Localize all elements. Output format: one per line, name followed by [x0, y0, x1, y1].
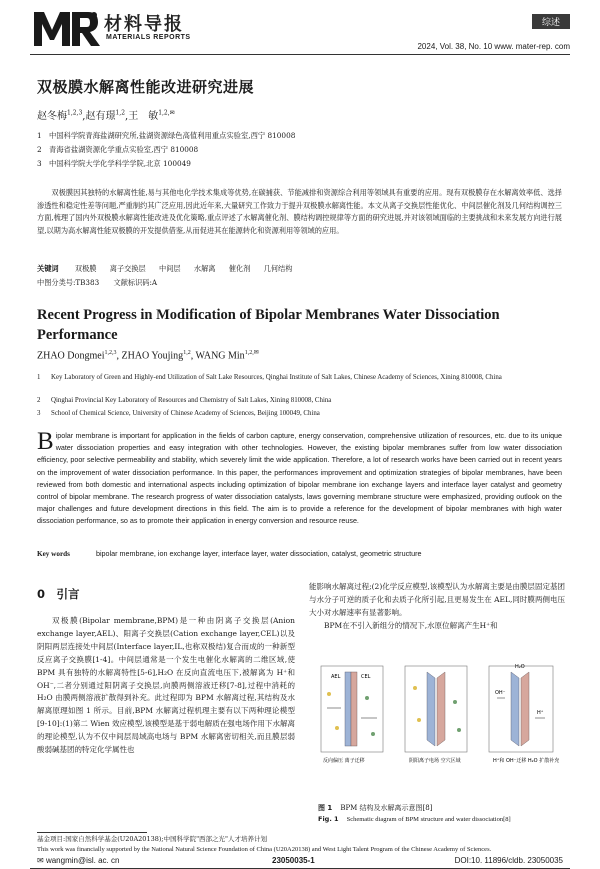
- figure-label-en: Fig. 1: [318, 815, 339, 823]
- keywords-cn: [37, 264, 303, 274]
- author-name: 赵有璟: [85, 111, 116, 122]
- affiliation-text: School of Chemical Science, University of Chinese Academy of Sciences, Beijing 100049, China: [51, 410, 320, 417]
- journal-name-cn: 材料导报: [104, 14, 184, 35]
- affiliation-cn: 1 中国科学院青海盐湖研究所,盐湖资源绿色高值利用重点实验室,西宁 810008: [37, 131, 296, 140]
- doi: DOI:10. 11896/cldb. 23050035: [454, 856, 563, 865]
- email-icon: ✉: [37, 856, 46, 865]
- abstract-cn: 双极膜因其独特的水解离性能,易与其他电化学技术集成等优势,在碳捕获、节能减排和资源综合利用等领域具有重要的应用。现有双极膜存在水解离效率低、选择渗透性和稳定性差等问题,严重制约其广泛应用,因此近年来,大量研究工作致力于提升双极膜水解离性能。本文从离子交换层性能优化、中间层催化剂及几何结构调控三方面,梳理了国内外双极膜水解离性能改进及优化策略,重点评述了水解离催化剂、膜结构调控规律等方面的研究进展,并对该领域面临的主要挑战和未来发展方向进行展望,以期为高水解离性能双极膜的开发提供借鉴,从而促进其在能源转化和资源利用等领域的应用。: [37, 188, 562, 235]
- figure-caption-cn: [318, 803, 432, 813]
- panel-label: H⁺和 OH⁻迁移 H₂O 扩散补充: [493, 758, 560, 764]
- keyword: 中间层: [159, 264, 181, 273]
- affiliation-number: 2: [37, 397, 41, 404]
- keywords-label-en: Key words: [37, 550, 70, 558]
- corresponding-email: [37, 856, 119, 865]
- author-list-cn: 赵冬梅$^{1,2,3}$,赵有璟$^{1,2}$,王 敏$^{1,2,✉}$: [37, 109, 175, 122]
- author-sup: 1,2: [183, 350, 191, 356]
- figure-caption-text: Schematic diagram of BPM structure and water dissociation[8]: [346, 816, 511, 823]
- author-sup: 1,2,3: [67, 109, 83, 117]
- author-sup: 1,2,✉: [244, 350, 259, 356]
- header-divider: [30, 54, 570, 55]
- email-text: wangmin@isl. ac. cn: [45, 856, 120, 865]
- affiliation-number: 3: [37, 410, 41, 417]
- author-sup: 1,2: [115, 109, 126, 117]
- body-paragraph: 能影响水解离过程;(2)化学反应模型,该模型认为水解离主要是由膜层固定基团与水分子可逆的质子化和去质子化所引起,且更易发生在 AEL,同时膜两侧电压大小对水解速率有显著影响。: [309, 582, 565, 617]
- keywords-label-cn: 关键词: [37, 264, 59, 273]
- affiliation-cn: 2 青海省盐湖资源化学重点实验室,西宁 810008: [37, 145, 199, 154]
- ion-label: H⁺: [537, 710, 544, 716]
- author-name: 赵冬梅: [37, 111, 67, 122]
- affiliation-text: Qinghai Provincial Key Laboratory of Resources and Chemistry of Salt Lakes, Xining 810008, China: [51, 397, 332, 404]
- figure-panel-1: [321, 666, 383, 764]
- journal-logo-icon: [32, 8, 102, 48]
- author-sup: 1,2,3: [104, 350, 117, 356]
- layer-label: AEL: [331, 674, 341, 680]
- affiliation-cn: 3 中国科学院大学化学科学学院,北京 100049: [37, 159, 191, 168]
- author-list-en: ZHAO Dongmei$^{1,2,3}$, ZHAO Youjing$^{1,2}$, WANG Min$^{1,2,✉}$: [37, 350, 259, 362]
- layer-label: CEL: [361, 674, 371, 680]
- funding-cn: 基金项目:国家自然科学基金(U20A20138);中国科学院"西部之光"人才培养计划: [37, 835, 268, 843]
- author-name: ZHAO Youjing: [121, 350, 184, 362]
- figure-label-cn: 图 1: [318, 804, 333, 812]
- keywords-en-text: bipolar membrane, ion exchange layer, interface layer, water dissociation, catalyst, geometric structure: [95, 549, 422, 558]
- keyword: 几何结构: [263, 264, 293, 273]
- keyword: 催化剂: [228, 264, 251, 273]
- page-number: 23050035-1: [272, 856, 315, 865]
- bpm-schematic-figure: [309, 658, 565, 798]
- funding-footnote: [37, 835, 562, 854]
- figure-panel-2: [405, 666, 467, 764]
- abstract-en: [37, 430, 562, 528]
- affiliation-number: 1: [37, 374, 41, 381]
- article-title-cn: 双极膜水解离性能改进研究进展: [37, 78, 255, 96]
- keyword: 水解离: [193, 264, 216, 273]
- author-name: 王 敏: [128, 111, 159, 122]
- journal-name-en: MATERIALS REPORTS: [106, 34, 191, 41]
- keywords-en: [37, 549, 422, 558]
- figure-caption-text: BPM 结构及水解离示意图[8]: [340, 804, 433, 812]
- author-name: ZHAO Dongmei: [37, 350, 105, 362]
- keyword: 离子交换层: [109, 264, 146, 273]
- affiliation-text: Key Laboratory of Green and Highly-end Utilization of Salt Lake Resources, Qinghai Institute of Salt Lakes, Chinese Academy of Sciences, Xining 810008, China: [51, 374, 502, 381]
- body-right-column: [309, 581, 565, 633]
- funding-en: This work was financially supported by the National Natural Science Foundation of China (U20A20138) and West Light Talent Program of the Chinese Academy of Sciences.: [37, 845, 492, 853]
- body-paragraph: BPM在不引入新组分的情况下,水原位解离产生H⁺和: [324, 620, 498, 630]
- affiliation-en: [37, 409, 562, 419]
- figure-caption-en: [318, 815, 511, 823]
- abstract-dropcap: B: [37, 428, 54, 455]
- body-left-column: 双极膜(Bipolar membrane,BPM)是一种由阴离子交换层(Anion exchange layer,AEL)、阳离子交换层(Cation exchange layer,CEL)以及阴阳两层连接处中间层(Interface layer,IL,也称双极结)复合而成的一种新型反应离子交换膜[1-4]。中间层通常是一个发生电催化水解离的二维区域,使 BPM 具有独特的水解离特性[5-6],H₂O 在反向直流电压下,被解离为 H⁺和 OH⁻,二者分别通过阳阴离子交换层,向膜两侧溶液迁移[7-8],过程中消耗的 H₂O 由膜两侧溶液扩散得到补充。此过程即为 BPM 水解离过程,其结构及水解离原理如图 1 所示。目前,BPM 水解离过程机理主要有以下两种理论模型[9-10]:(1)第二 Wien 效应模型,该模型是基于弱电解质在强电场作用下水解离的理论模型,认为不仅中间层局域高电场与 BPM 水解离密切相关,而且膜层弱酸弱碱基团的特定化学属性也: [37, 616, 295, 755]
- footnote-divider: [37, 832, 147, 833]
- ion-label: OH⁻: [495, 690, 506, 696]
- cel-layer: [351, 672, 357, 746]
- panel-label: 阴阳离子电场 空穴区域: [409, 758, 461, 764]
- issue-info: 2024, Vol. 38, No. 10 www. mater-rep. com: [417, 42, 570, 51]
- section-tag-badge: 综述: [532, 14, 570, 29]
- abstract-en-text: ipolar membrane is important for application in the fields of carbon capture, energy conservation, comprehensive utilization of resources, etc. due to its unique water dissociation properties and easy integration with other technologies. However, the existing bipolar membranes suffer from low water dissociation efficiency, poor selective permeability and stability, which severely limit the wide application. Therefore, a lot of research works have been carried out in recent years on the improvement of water dissociation performance. In this paper, the performances improvement and optimization strategies of bipolar membranes, have been reviewed from both domestic and international aspects including optimization of bipolar membrane ion exchange layers and interface layer catalyst and geometry control of bipolar membrane. The research progress of water dissociation catalysts, laws governing membrane structure were emphasized, providing outlook on the major challenges and future development directions in this field. The aim is to provide a reference for the development of bipolar membranes with high water dissociation performance, so as to promote their application in energy conversion and resource reuse.: [37, 432, 562, 526]
- ael-layer: [345, 672, 351, 746]
- article-title-en: Recent Progress in Modification of Bipolar Membranes Water Dissociation Performance: [37, 307, 500, 343]
- affiliation-en: [37, 396, 562, 406]
- panel-label: 反向偏压 离子迁移: [323, 758, 365, 764]
- keyword: 双极膜: [74, 264, 97, 273]
- section-heading: 0 引言: [37, 587, 80, 601]
- journal-header: [30, 8, 570, 54]
- author-sup: 1,2,✉: [158, 109, 175, 117]
- affiliation-en: [37, 373, 562, 383]
- ion-label: H₂O: [515, 664, 525, 670]
- figure-panel-3: [489, 664, 559, 764]
- author-name: WANG Min: [195, 350, 245, 362]
- classification-number: 中图分类号:TB383 文献标识码:A: [37, 278, 158, 287]
